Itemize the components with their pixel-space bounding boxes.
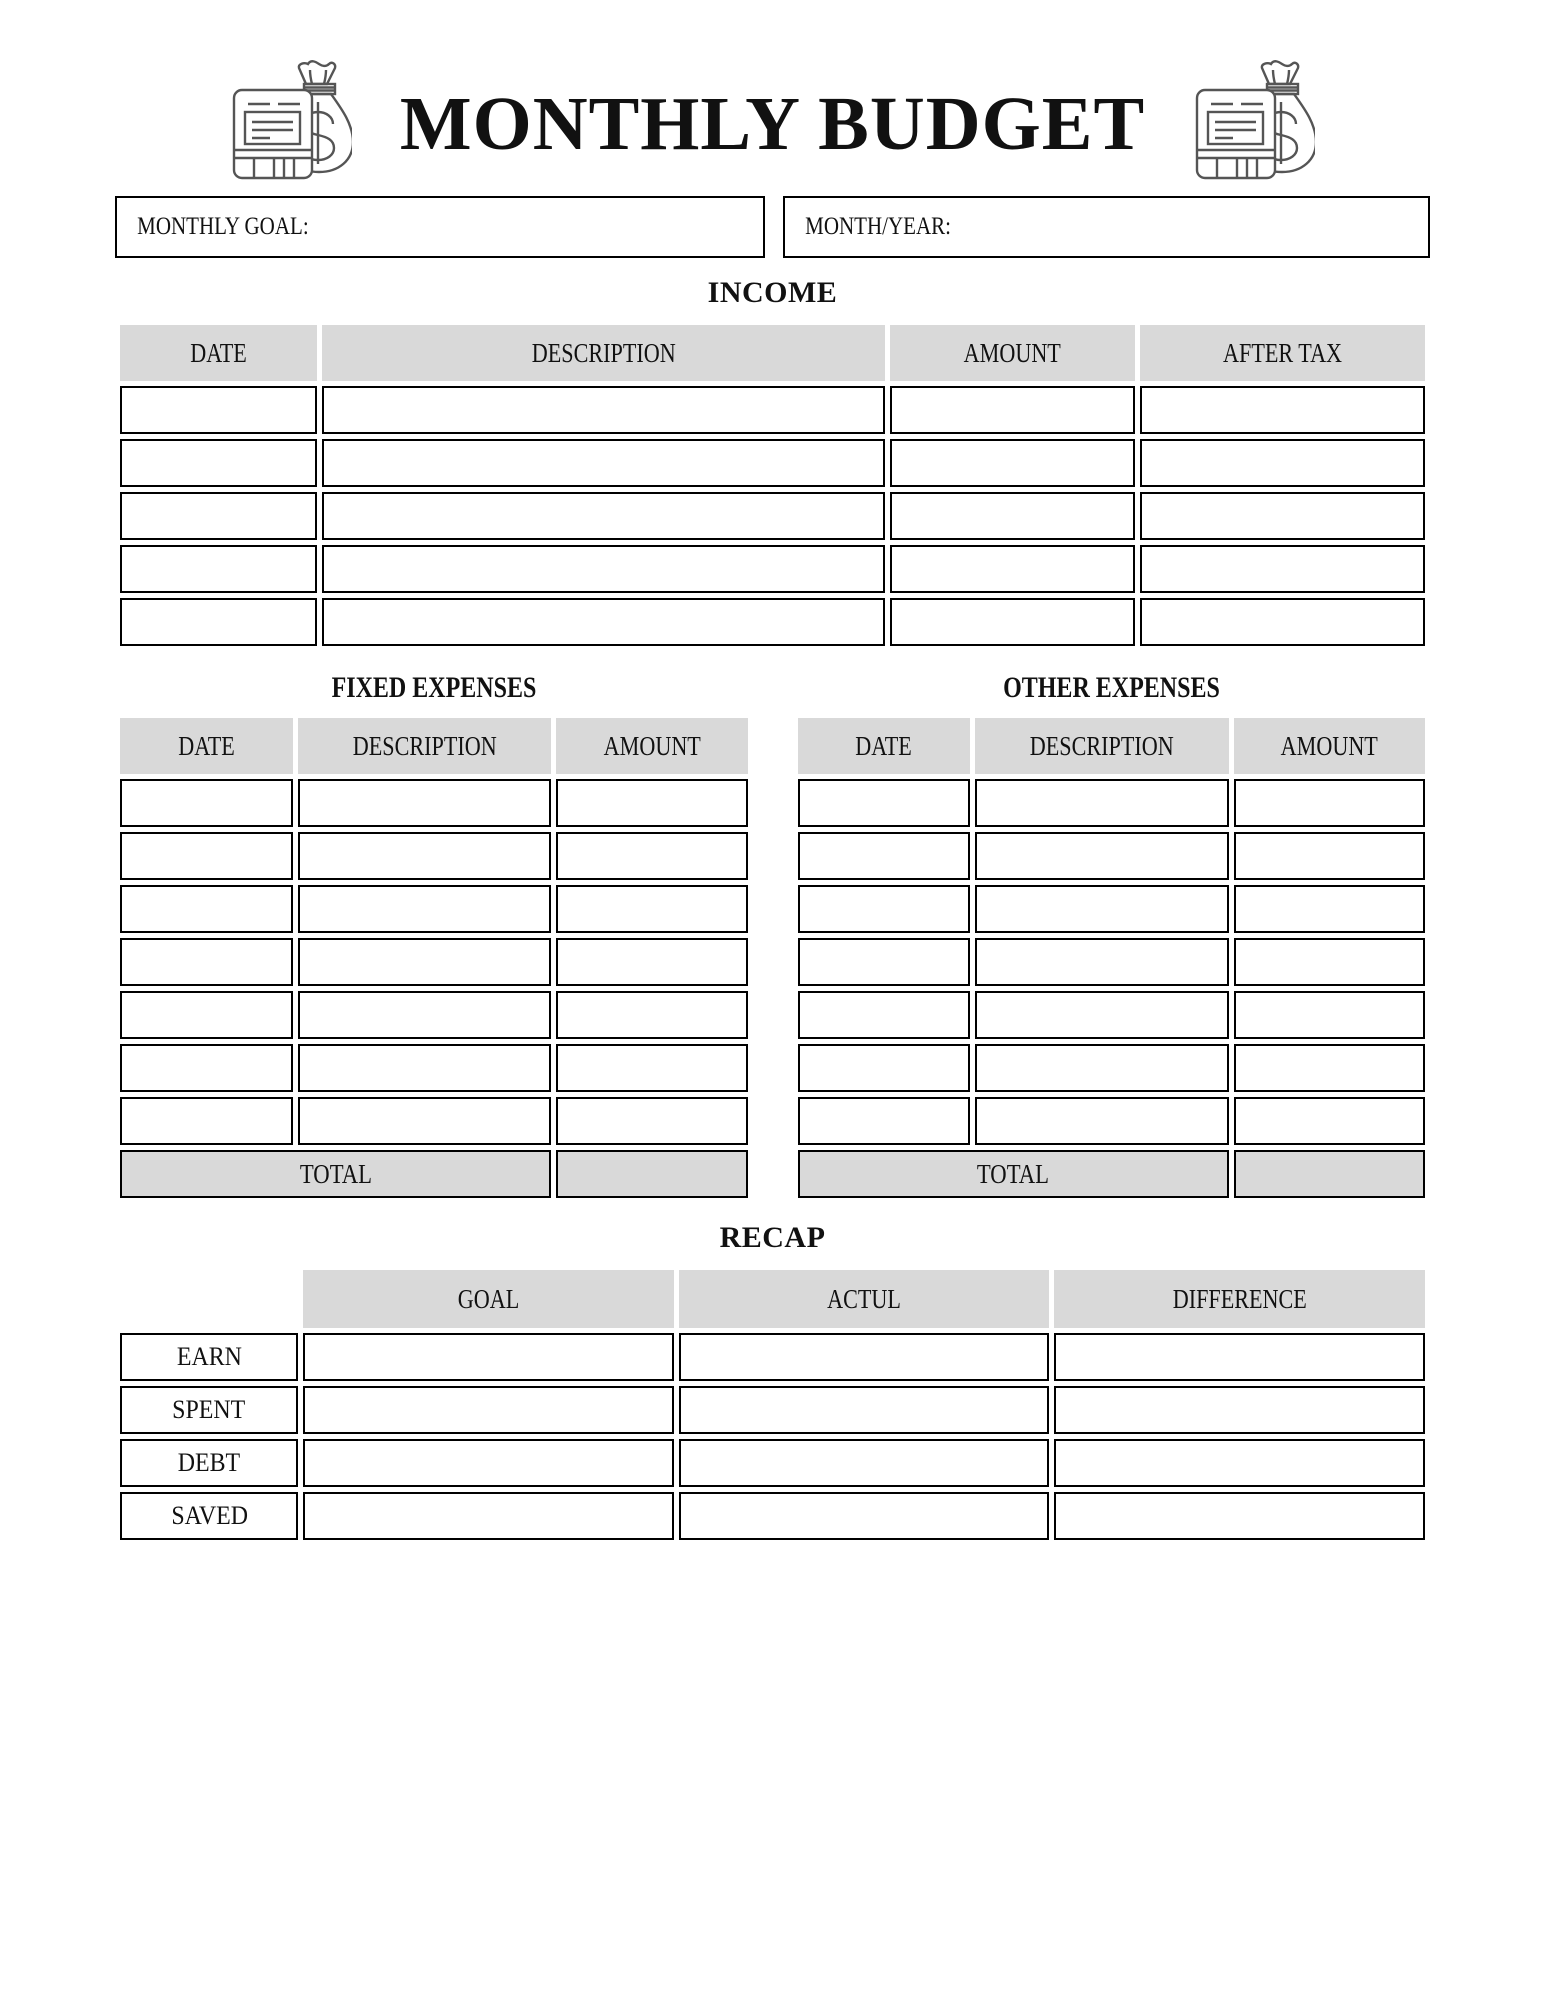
other-cell-amount[interactable] bbox=[1234, 1097, 1425, 1145]
recap-cell-difference[interactable] bbox=[1054, 1439, 1425, 1487]
other-cell-amount[interactable] bbox=[1234, 832, 1425, 880]
goal-month-row bbox=[115, 196, 1430, 258]
fixed-cell-description[interactable] bbox=[298, 779, 551, 827]
recap-cell-goal[interactable] bbox=[303, 1439, 674, 1487]
income-cell-amount[interactable] bbox=[890, 545, 1134, 593]
other-expenses-total-row bbox=[798, 1150, 1426, 1198]
other-cell-description[interactable] bbox=[975, 991, 1228, 1039]
recap-cell-actual[interactable] bbox=[679, 1492, 1050, 1540]
income-cell-amount[interactable] bbox=[890, 386, 1134, 434]
recap-cell-goal[interactable] bbox=[303, 1492, 674, 1540]
income-col-description: DESCRIPTION bbox=[322, 325, 886, 381]
fixed-cell-date[interactable] bbox=[120, 885, 293, 933]
fixed-total-label: TOTAL bbox=[120, 1150, 551, 1198]
table-row bbox=[120, 439, 1425, 487]
income-cell-after-tax[interactable] bbox=[1140, 386, 1425, 434]
table-row bbox=[798, 832, 1426, 880]
table-row bbox=[120, 598, 1425, 646]
other-cell-date[interactable] bbox=[798, 1044, 971, 1092]
table-row bbox=[120, 545, 1425, 593]
recap-cell-difference[interactable] bbox=[1054, 1492, 1425, 1540]
table-row bbox=[120, 938, 748, 986]
fixed-col-date: DATE bbox=[120, 718, 293, 774]
other-expenses-body bbox=[798, 779, 1426, 1198]
fixed-cell-amount[interactable] bbox=[556, 991, 747, 1039]
monthly-goal-field[interactable] bbox=[115, 196, 765, 258]
table-row bbox=[798, 1097, 1426, 1145]
income-table-body bbox=[120, 386, 1425, 646]
fixed-col-amount: AMOUNT bbox=[556, 718, 747, 774]
table-row bbox=[120, 1044, 748, 1092]
other-total-label: TOTAL bbox=[798, 1150, 1229, 1198]
other-cell-description[interactable] bbox=[975, 1044, 1228, 1092]
other-cell-date[interactable] bbox=[798, 938, 971, 986]
other-cell-date[interactable] bbox=[798, 991, 971, 1039]
money-bag-and-bill-icon bbox=[1193, 52, 1315, 197]
income-cell-date[interactable] bbox=[120, 439, 317, 487]
income-cell-date[interactable] bbox=[120, 492, 317, 540]
table-row bbox=[120, 1333, 1425, 1381]
income-cell-description[interactable] bbox=[322, 492, 886, 540]
table-row bbox=[120, 1439, 1425, 1487]
recap-table bbox=[115, 1265, 1430, 1545]
income-cell-amount[interactable] bbox=[890, 439, 1134, 487]
other-col-date: DATE bbox=[798, 718, 971, 774]
fixed-expenses-column bbox=[115, 713, 753, 1203]
fixed-cell-description[interactable] bbox=[298, 885, 551, 933]
recap-body bbox=[120, 1333, 1425, 1540]
income-cell-after-tax[interactable] bbox=[1140, 492, 1425, 540]
other-expenses-table bbox=[793, 713, 1431, 1203]
money-bag-and-bill-icon bbox=[230, 52, 352, 197]
fixed-expenses-body bbox=[120, 779, 748, 1198]
income-col-amount: AMOUNT bbox=[890, 325, 1134, 381]
table-row bbox=[798, 991, 1426, 1039]
fixed-cell-date[interactable] bbox=[120, 832, 293, 880]
other-expenses-section-title: OTHER EXPENSES bbox=[1002, 671, 1220, 704]
fixed-cell-amount[interactable] bbox=[556, 779, 747, 827]
expenses-tables-wrap bbox=[115, 713, 1430, 1203]
fixed-expenses-table bbox=[115, 713, 753, 1203]
fixed-col-description: DESCRIPTION bbox=[298, 718, 551, 774]
other-cell-amount[interactable] bbox=[1234, 779, 1425, 827]
page-title: MONTHLY BUDGET bbox=[399, 82, 1146, 166]
other-expenses-column bbox=[793, 713, 1431, 1203]
recap-col-goal: GOAL bbox=[303, 1270, 674, 1328]
fixed-cell-amount[interactable] bbox=[556, 1097, 747, 1145]
other-cell-date[interactable] bbox=[798, 1097, 971, 1145]
recap-cell-goal[interactable] bbox=[303, 1386, 674, 1434]
other-total-value[interactable] bbox=[1234, 1150, 1425, 1198]
page-header bbox=[115, 0, 1430, 190]
income-col-after-tax: AFTER TAX bbox=[1140, 325, 1425, 381]
income-col-date: DATE bbox=[120, 325, 317, 381]
other-cell-date[interactable] bbox=[798, 885, 971, 933]
table-row bbox=[120, 1492, 1425, 1540]
other-cell-amount[interactable] bbox=[1234, 1044, 1425, 1092]
fixed-cell-date[interactable] bbox=[120, 1097, 293, 1145]
fixed-cell-amount[interactable] bbox=[556, 938, 747, 986]
expenses-titles-row bbox=[115, 671, 1430, 705]
other-cell-description[interactable] bbox=[975, 832, 1228, 880]
fixed-cell-amount[interactable] bbox=[556, 885, 747, 933]
income-cell-amount[interactable] bbox=[890, 598, 1134, 646]
table-row bbox=[798, 779, 1426, 827]
fixed-cell-date[interactable] bbox=[120, 779, 293, 827]
income-cell-date[interactable] bbox=[120, 545, 317, 593]
table-row bbox=[120, 1097, 748, 1145]
recap-col-blank bbox=[120, 1270, 298, 1328]
other-cell-amount[interactable] bbox=[1234, 885, 1425, 933]
table-row bbox=[120, 832, 748, 880]
income-section-title: INCOME bbox=[707, 276, 838, 309]
income-cell-description[interactable] bbox=[322, 439, 886, 487]
table-row bbox=[798, 938, 1426, 986]
recap-cell-actual[interactable] bbox=[679, 1386, 1050, 1434]
table-row bbox=[120, 492, 1425, 540]
income-cell-after-tax[interactable] bbox=[1140, 439, 1425, 487]
other-cell-date[interactable] bbox=[798, 779, 971, 827]
recap-row-label-spent: SPENT bbox=[120, 1386, 298, 1434]
fixed-total-value[interactable] bbox=[556, 1150, 747, 1198]
table-row bbox=[798, 885, 1426, 933]
other-cell-description[interactable] bbox=[975, 1097, 1228, 1145]
recap-col-actual: ACTUL bbox=[679, 1270, 1050, 1328]
other-cell-description[interactable] bbox=[975, 885, 1228, 933]
recap-row-label-saved: SAVED bbox=[120, 1492, 298, 1540]
recap-cell-goal[interactable] bbox=[303, 1333, 674, 1381]
other-col-amount: AMOUNT bbox=[1234, 718, 1425, 774]
income-cell-date[interactable] bbox=[120, 598, 317, 646]
fixed-cell-amount[interactable] bbox=[556, 832, 747, 880]
fixed-cell-description[interactable] bbox=[298, 1097, 551, 1145]
fixed-cell-description[interactable] bbox=[298, 832, 551, 880]
table-row bbox=[120, 991, 748, 1039]
other-cell-description[interactable] bbox=[975, 779, 1228, 827]
recap-cell-actual[interactable] bbox=[679, 1333, 1050, 1381]
recap-row-label-earn: EARN bbox=[120, 1333, 298, 1381]
income-cell-description[interactable] bbox=[322, 386, 886, 434]
income-table bbox=[115, 320, 1430, 651]
other-cell-date[interactable] bbox=[798, 832, 971, 880]
table-row bbox=[120, 885, 748, 933]
month-year-field[interactable] bbox=[783, 196, 1430, 258]
recap-row-label-debt: DEBT bbox=[120, 1439, 298, 1487]
table-row bbox=[120, 386, 1425, 434]
income-cell-description[interactable] bbox=[322, 545, 886, 593]
income-table-header-row bbox=[120, 325, 1425, 381]
fixed-cell-date[interactable] bbox=[120, 938, 293, 986]
month-year-label: MONTH/YEAR: bbox=[805, 213, 951, 240]
recap-section-title: RECAP bbox=[719, 1221, 826, 1254]
fixed-cell-description[interactable] bbox=[298, 1044, 551, 1092]
income-cell-date[interactable] bbox=[120, 386, 317, 434]
fixed-expenses-header-row bbox=[120, 718, 748, 774]
recap-cell-difference[interactable] bbox=[1054, 1386, 1425, 1434]
other-col-description: DESCRIPTION bbox=[975, 718, 1228, 774]
income-cell-after-tax[interactable] bbox=[1140, 598, 1425, 646]
fixed-expenses-section-title: FIXED EXPENSES bbox=[331, 671, 537, 704]
income-cell-amount[interactable] bbox=[890, 492, 1134, 540]
monthly-goal-label: MONTHLY GOAL: bbox=[137, 213, 309, 240]
recap-col-difference: DIFFERENCE bbox=[1054, 1270, 1425, 1328]
table-row bbox=[120, 1386, 1425, 1434]
other-expenses-header-row bbox=[798, 718, 1426, 774]
other-cell-amount[interactable] bbox=[1234, 991, 1425, 1039]
income-cell-description[interactable] bbox=[322, 598, 886, 646]
fixed-cell-amount[interactable] bbox=[556, 1044, 747, 1092]
recap-cell-actual[interactable] bbox=[679, 1439, 1050, 1487]
fixed-cell-description[interactable] bbox=[298, 938, 551, 986]
fixed-cell-date[interactable] bbox=[120, 991, 293, 1039]
table-row bbox=[120, 779, 748, 827]
income-cell-after-tax[interactable] bbox=[1140, 545, 1425, 593]
table-row bbox=[798, 1044, 1426, 1092]
fixed-cell-date[interactable] bbox=[120, 1044, 293, 1092]
fixed-cell-description[interactable] bbox=[298, 991, 551, 1039]
other-cell-amount[interactable] bbox=[1234, 938, 1425, 986]
fixed-expenses-total-row bbox=[120, 1150, 748, 1198]
recap-header-row bbox=[120, 1270, 1425, 1328]
recap-cell-difference[interactable] bbox=[1054, 1333, 1425, 1381]
other-cell-description[interactable] bbox=[975, 938, 1228, 986]
